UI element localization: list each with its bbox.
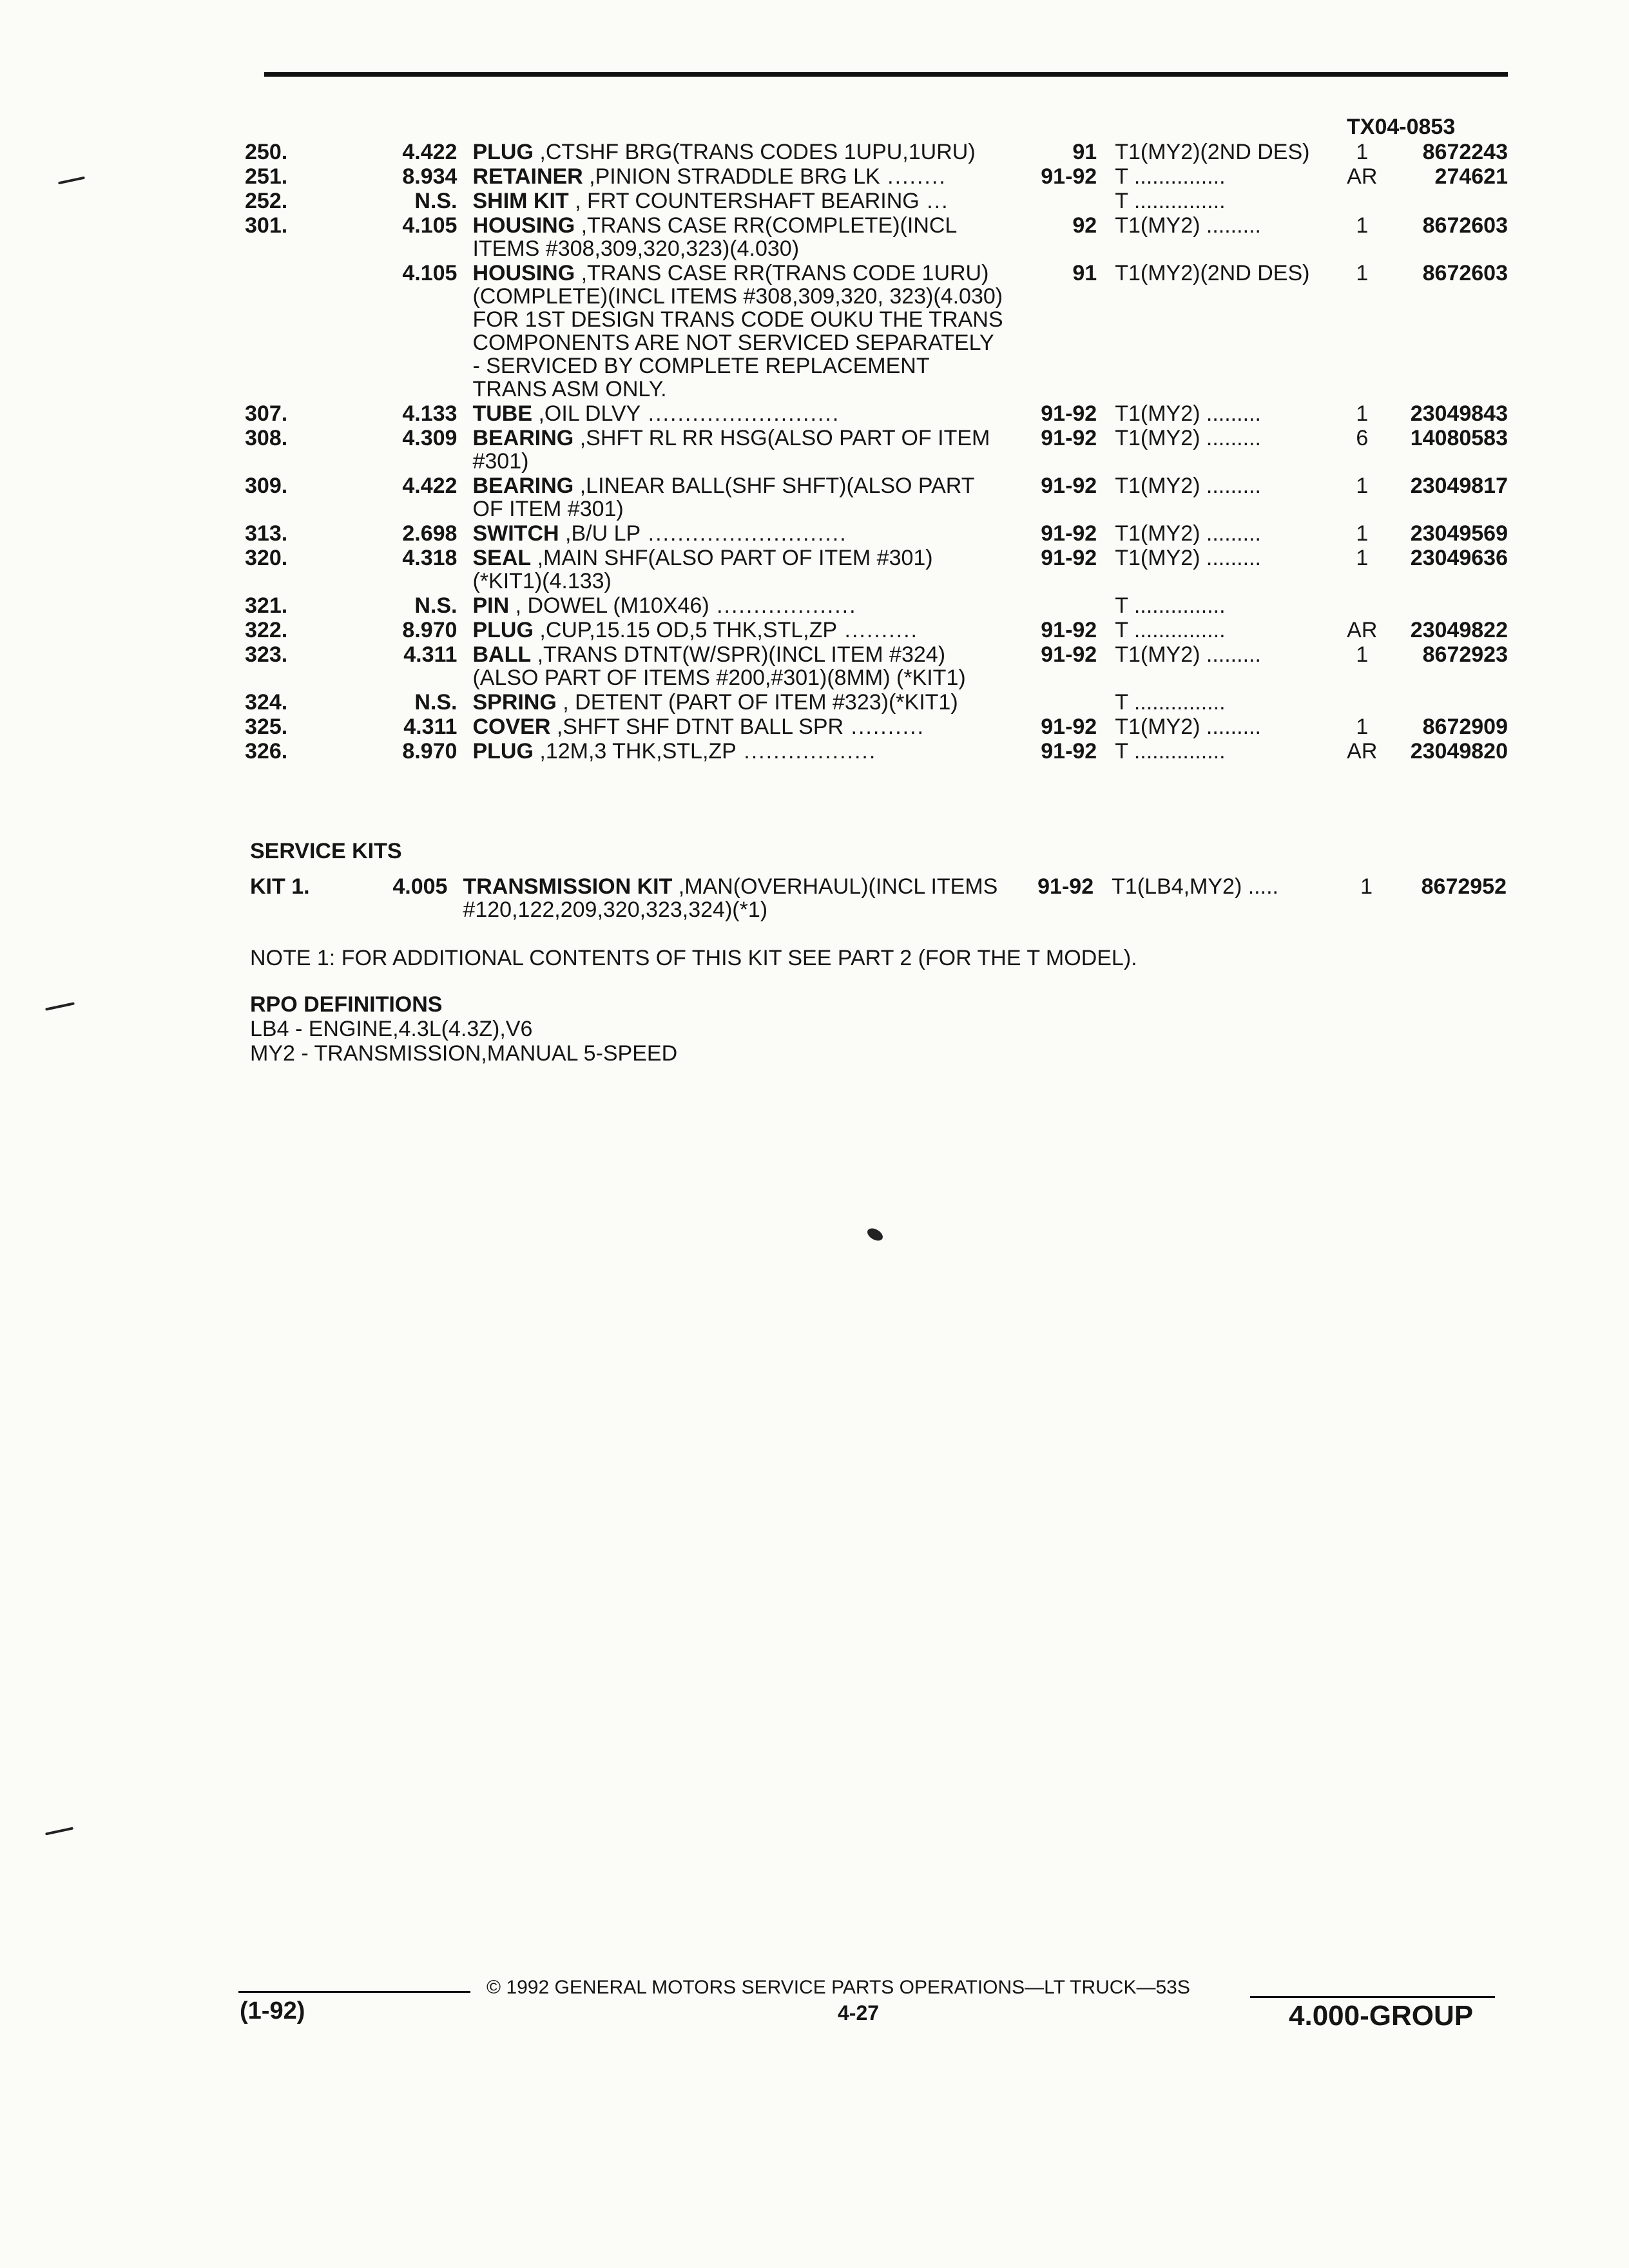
group-number: 4.422 (402, 474, 458, 498)
group-number: 4.422 (402, 140, 458, 164)
rpo-item: LB4 - ENGINE,4.3L(4.3Z),V6 (250, 1017, 533, 1041)
leader-dots: ........................... (641, 521, 847, 546)
kit-qty: 1 (1360, 874, 1373, 899)
part-description (472, 546, 1005, 593)
part-name: SHIM KIT (472, 189, 569, 213)
part-desc-text: ,TRANS CASE RR(TRANS CODE 1URU)(COMPLETE)(INCL ITEMS #308,309,320, 323)(4.030) FOR 1ST DESIGN TRANS CODE OUKU THE TRANS COMPONENTS ARE NOT SERVICED SEPARATELY - SERVICED BY COMPLETE REPLACEMENT TRANS ASM ONLY. (472, 261, 1003, 401)
leader-dots: ................... (709, 593, 857, 618)
part-row (245, 546, 1508, 593)
kit-description (463, 875, 998, 921)
model-code: T1(MY2) ......... (1115, 546, 1261, 570)
part-name: HOUSING (472, 213, 575, 238)
group-number: 4.318 (402, 546, 458, 570)
group-number: 8.970 (402, 739, 458, 764)
rpo-heading: RPO DEFINITIONS (250, 992, 443, 1017)
part-number: 23049817 (1410, 474, 1508, 498)
model-code: T1(MY2) ......... (1115, 642, 1261, 667)
part-row (245, 427, 1508, 473)
quantity: AR (1347, 164, 1378, 189)
part-desc-text: ,TRANS DTNT(W/SPR)(INCL ITEM #324) (ALSO PART OF ITEMS #200,#301)(8MM) (*KIT1) (472, 642, 966, 690)
item-number: 307. (245, 401, 288, 426)
group-number: 8.970 (402, 618, 458, 642)
document-code: TX04-0853 (1347, 115, 1456, 139)
part-description (472, 643, 1005, 689)
part-row (245, 740, 1508, 763)
group-number: 4.311 (403, 715, 458, 739)
kit-row (250, 875, 1507, 921)
part-name: SEAL (472, 546, 532, 570)
part-desc-text: ,SHFT SHF DTNT BALL SPR (550, 715, 844, 739)
kit-group: 4.005 (392, 874, 448, 899)
quantity: 1 (1356, 521, 1369, 546)
model-code: T1(MY2)(2ND DES) (1115, 261, 1310, 285)
part-description (472, 189, 1005, 213)
part-row (245, 691, 1508, 714)
part-number: 23049820 (1410, 739, 1508, 764)
quantity: 1 (1356, 715, 1369, 739)
part-name: SPRING (472, 690, 557, 715)
part-description (472, 165, 1005, 188)
quantity: 1 (1356, 401, 1369, 426)
leader-dots: ... (919, 189, 949, 213)
group-number: 8.934 (402, 164, 458, 189)
part-number: 8672909 (1422, 715, 1508, 739)
top-rule (264, 72, 1508, 77)
model-year: 91-92 (1041, 546, 1097, 570)
part-description (472, 691, 1005, 714)
model-code: T1(MY2) ......... (1115, 715, 1261, 739)
part-name: HOUSING (472, 261, 575, 285)
model-year: 91 (1072, 261, 1097, 285)
part-desc-text: ,PINION STRADDLE BRG LK (583, 164, 880, 189)
part-description (472, 262, 1005, 401)
part-row (245, 262, 1508, 401)
item-number: 313. (245, 521, 288, 546)
quantity: 1 (1356, 140, 1369, 164)
part-name: PIN (472, 593, 510, 618)
model-year: 91-92 (1041, 715, 1097, 739)
group-number: 2.698 (402, 521, 458, 546)
part-row (245, 214, 1508, 260)
model-code: T1(MY2) ......... (1115, 401, 1261, 426)
part-description (472, 214, 1005, 260)
footer-rule-left (238, 1991, 470, 1993)
part-number: 274621 (1434, 164, 1508, 189)
model-code: T1(MY2) ......... (1115, 426, 1261, 450)
group-number: 4.309 (402, 426, 458, 450)
part-description (472, 522, 1005, 545)
part-desc-text: ,B/U LP (559, 521, 641, 546)
leader-dots: .................. (736, 739, 877, 764)
group-number: 4.311 (403, 642, 458, 667)
service-kits-heading (250, 839, 402, 864)
model-year: 91-92 (1041, 426, 1097, 450)
part-name: PLUG (472, 140, 534, 164)
group-number: 4.105 (402, 213, 458, 238)
model-year: 91-92 (1041, 401, 1097, 426)
item-number: 322. (245, 618, 288, 642)
quantity: 1 (1356, 642, 1369, 667)
part-name: PLUG (472, 618, 534, 642)
item-number: 250. (245, 140, 288, 164)
scan-mark (45, 1827, 73, 1835)
footer-group: 4.000-GROUP (1289, 2000, 1474, 2032)
part-row (245, 594, 1508, 617)
kit-label: KIT 1. (250, 874, 310, 899)
part-number: 23049822 (1410, 618, 1508, 642)
model-code: T1(MY2) ......... (1115, 521, 1261, 546)
item-number: 326. (245, 739, 288, 764)
part-description (472, 140, 1005, 164)
footer-rule-right (1250, 1996, 1495, 1998)
item-number: 301. (245, 213, 288, 238)
part-description (472, 594, 1005, 617)
part-number: 23049569 (1410, 521, 1508, 546)
model-year: 91-92 (1041, 642, 1097, 667)
part-desc-text: ,12M,3 THK,STL,ZP (533, 739, 737, 764)
group-number: 4.133 (402, 401, 458, 426)
part-row (245, 522, 1508, 545)
quantity: 1 (1356, 474, 1369, 498)
model-code: T ............... (1115, 739, 1226, 764)
leader-dots: .......................... (641, 401, 840, 426)
rpo-item: MY2 - TRANSMISSION,MANUAL 5-SPEED (250, 1041, 678, 1066)
part-desc-text: ,SHFT RL RR HSG(ALSO PART OF ITEM #301) (472, 426, 990, 474)
kit-model: T1(LB4,MY2) ..... (1112, 874, 1278, 899)
footer-copyright: © 1992 GENERAL MOTORS SERVICE PARTS OPERATIONS—LT TRUCK—53S (487, 1977, 1190, 1998)
model-year: 91-92 (1041, 164, 1097, 189)
page-number: 4-27 (838, 2001, 880, 2024)
model-year: 92 (1072, 213, 1097, 238)
part-desc-text: ,CUP,15.15 OD,5 THK,STL,ZP (533, 618, 838, 642)
part-desc-text: ,MAIN SHF(ALSO PART OF ITEM #301) (*KIT1)(4.133) (472, 546, 933, 593)
part-name: SWITCH (472, 521, 559, 546)
quantity: 1 (1356, 546, 1369, 570)
note-text: NOTE 1: FOR ADDITIONAL CONTENTS OF THIS KIT SEE PART 2 (FOR THE T MODEL). (250, 946, 1137, 970)
part-name: TUBE (472, 401, 533, 426)
item-number: 325. (245, 715, 288, 739)
part-name: BALL (472, 642, 532, 667)
model-code: T ............... (1115, 593, 1226, 618)
item-number: 308. (245, 426, 288, 450)
part-number: 23049843 (1410, 401, 1508, 426)
model-year: 91-92 (1041, 474, 1097, 498)
part-name: PLUG (472, 739, 534, 764)
quantity: 1 (1356, 261, 1369, 285)
item-number: 323. (245, 642, 288, 667)
model-code: T1(MY2) ......... (1115, 474, 1261, 498)
part-row (245, 189, 1508, 213)
model-code: T ............... (1115, 618, 1226, 642)
part-number: 8672923 (1422, 642, 1508, 667)
part-number: 14080583 (1410, 426, 1508, 450)
quantity: AR (1347, 739, 1378, 764)
group-number: N.S. (414, 690, 458, 715)
model-code: T1(MY2) ......... (1115, 213, 1261, 238)
part-number: 8672603 (1422, 213, 1508, 238)
group-number: N.S. (414, 189, 458, 213)
scan-mark (58, 177, 85, 185)
part-desc-text: ,CTSHF BRG(TRANS CODES 1UPU,1URU) (533, 140, 976, 164)
model-code: T ............... (1115, 164, 1226, 189)
group-number: N.S. (414, 593, 458, 618)
item-number: 324. (245, 690, 288, 715)
part-row (245, 619, 1508, 642)
item-number: 320. (245, 546, 288, 570)
part-name: RETAINER (472, 164, 583, 189)
item-number: 321. (245, 593, 288, 618)
part-description (472, 474, 1005, 521)
part-description (472, 740, 1005, 763)
part-description (472, 619, 1005, 642)
part-description (472, 402, 1005, 425)
model-code: T1(MY2)(2ND DES) (1115, 140, 1310, 164)
part-row (245, 474, 1508, 521)
part-desc-text: , DOWEL (M10X46) (509, 593, 709, 618)
item-number: 252. (245, 189, 288, 213)
kit-year: 91-92 (1037, 874, 1094, 899)
part-desc-text: ,LINEAR BALL(SHF SHFT)(ALSO PART OF ITEM #301) (472, 474, 974, 521)
part-number: 8672243 (1422, 140, 1508, 164)
leader-dots: .......... (843, 715, 925, 739)
model-year: 91-92 (1041, 618, 1097, 642)
part-name: BEARING (472, 426, 574, 450)
leader-dots: ........ (880, 164, 947, 189)
part-name: COVER (472, 715, 551, 739)
model-code: T ............... (1115, 690, 1226, 715)
part-row (245, 402, 1508, 425)
part-row (245, 643, 1508, 689)
item-number: 251. (245, 164, 288, 189)
scan-speck (865, 1226, 885, 1244)
part-desc-text: ,OIL DLVY (532, 401, 641, 426)
parts-list (245, 140, 1508, 764)
service-kits-title: SERVICE KITS (250, 839, 402, 863)
part-number: 23049636 (1410, 546, 1508, 570)
leader-dots: .......... (837, 618, 918, 642)
part-desc-text: , FRT COUNTERSHAFT BEARING (568, 189, 920, 213)
quantity: AR (1347, 618, 1378, 642)
part-name: BEARING (472, 474, 574, 498)
part-row (245, 715, 1508, 738)
model-year: 91-92 (1041, 521, 1097, 546)
model-year: 91 (1072, 140, 1097, 164)
kit-desc-text: ,MAN(OVERHAUL)(INCL ITEMS #120,122,209,320,323,324)(*1) (463, 874, 998, 922)
part-number: 8672603 (1422, 261, 1508, 285)
group-number: 4.105 (402, 261, 458, 285)
footer-date: (1-92) (240, 1997, 305, 2024)
item-number: 309. (245, 474, 288, 498)
quantity: 6 (1356, 426, 1369, 450)
part-description (472, 427, 1005, 473)
rpo-definitions (250, 992, 677, 1066)
scan-mark (45, 1002, 75, 1010)
part-desc-text: ,TRANS CASE RR(COMPLETE)(INCL ITEMS #308,309,320,323)(4.030) (472, 213, 957, 261)
model-year: 91-92 (1041, 739, 1097, 764)
part-description (472, 715, 1005, 738)
kit-part-number: 8672952 (1421, 874, 1507, 899)
part-row (245, 140, 1508, 164)
kit-name: TRANSMISSION KIT (463, 874, 673, 899)
part-desc-text: , DETENT (PART OF ITEM #323)(*KIT1) (556, 690, 958, 715)
part-row (245, 165, 1508, 188)
model-code: T ............... (1115, 189, 1226, 213)
quantity: 1 (1356, 213, 1369, 238)
